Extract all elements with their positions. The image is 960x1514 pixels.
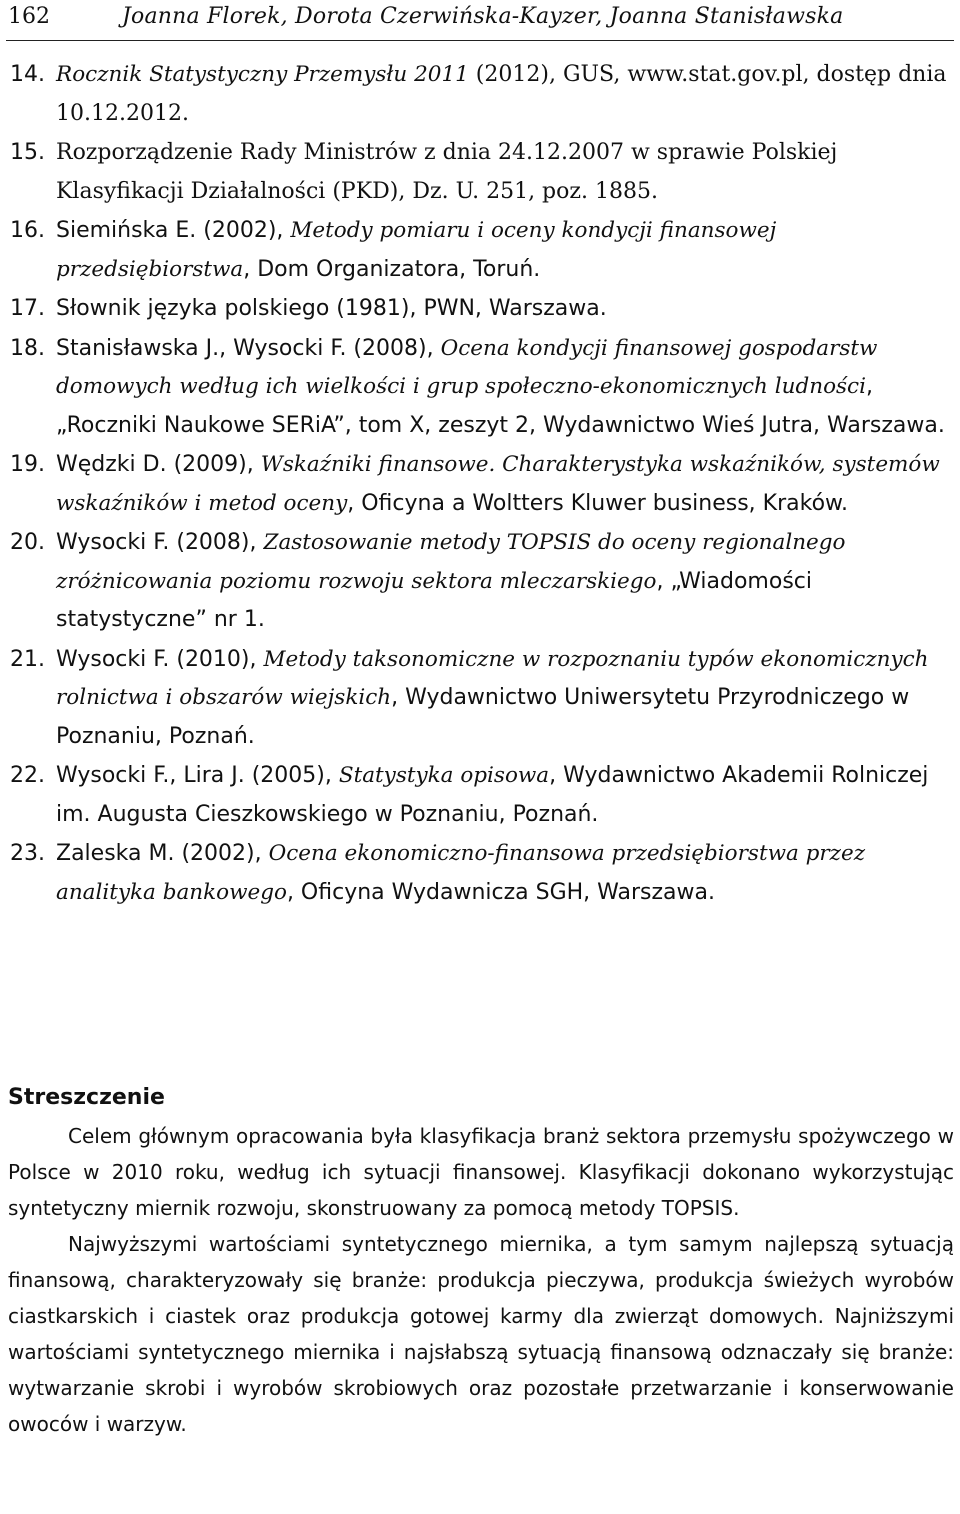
reference-number: 22. [10, 763, 45, 788]
summary-paragraph: Celem głównym opracowania była klasyfikacja branż sektora przemysłu spożywczego w Polsce w 2010 roku, według ich sytuacji finansowej. Klasyfikacji dokonano wykorzystując syntetyczny miernik rozwoju, skonstruowany za pomocą metody TOPSIS. [8, 1124, 954, 1220]
reference-segment: , Oficyna Wydawnicza SGH, Warszawa. [286, 879, 716, 905]
page-number: 162 [8, 4, 50, 29]
reference-segment: Zaleska M. (2002), [56, 841, 269, 866]
reference-text [56, 530, 846, 632]
reference-number: 15. [10, 140, 45, 165]
reference-item [10, 641, 955, 757]
reference-text [56, 841, 865, 905]
reference-segment: , Oficyna a Woltters Kluwer business, Kraków. [347, 490, 848, 516]
reference-text [56, 218, 776, 282]
reference-title: Zastosowanie metody TOPSIS do oceny regionalnego zróżnicowania poziomu rozwoju sektora mleczarskiego [56, 530, 846, 594]
summary-heading: Streszczenie [8, 1085, 165, 1110]
reference-item [10, 290, 955, 329]
reference-item [10, 524, 955, 640]
reference-segment: , „Wiadomości statystyczne” nr 1. [56, 568, 812, 632]
reference-segment: Rozporządzenie Rady Ministrów z dnia 24.12.2007 w sprawie Polskiej Klasyfikacji Działalności (PKD), Dz. U. 251, poz. 1885. [56, 140, 838, 204]
reference-text [56, 763, 928, 827]
reference-segment: , „Roczniki Naukowe SERiA”, tom X, zeszyt 2, Wydawnictwo Wieś Jutra, Warszawa. [56, 374, 945, 438]
summary-section [8, 1080, 954, 1442]
reference-item [10, 330, 955, 446]
summary-paragraph: Najwyższymi wartościami syntetycznego miernika, a tym samym najlepszą sytuacją finansową, charakteryzowały się branże: produkcja pieczywa, produkcja świeżych wyrobów ciastkarskich i ciastek oraz produkcja gotowej karmy dla zwierząt domowych. Najniższymi wartościami syntetycznego miernika i najsłabszą sytuacją finansową odznaczały się branże: wytwarzanie skrobi i wyrobów skrobiowych oraz pozostałe przetwarzanie i konserwowanie owoców i warzyw. [8, 1232, 954, 1436]
reference-text [56, 62, 947, 126]
reference-item [10, 835, 955, 912]
reference-number: 21. [10, 646, 45, 672]
reference-segment: , Wydawnictwo Uniwersytetu Przyrodniczego w Poznaniu, Poznań. [56, 685, 910, 749]
reference-number: 19. [10, 452, 45, 477]
reference-text [56, 452, 940, 516]
running-header [6, 4, 954, 41]
reference-segment: Wysocki F., Lira J. (2005), [56, 763, 339, 788]
reference-title: Ocena kondycji finansowej gospodarstw domowych według ich wielkości i grup społeczno-ekonomicznych ludności [56, 335, 878, 399]
reference-segment: Wędzki D. (2009), [56, 452, 261, 477]
reference-item [10, 757, 955, 834]
reference-number: 17. [10, 296, 45, 321]
reference-segment: (2012), GUS, www.stat.gov.pl, dostęp dnia 10.12.2012. [56, 62, 947, 126]
running-header-authors: Joanna Florek, Dorota Czerwińska-Kayzer, Joanna Stanisławska [122, 4, 844, 29]
reference-segment: , Wydawnictwo Akademii Rolniczej im. Augusta Cieszkowskiego w Poznaniu, Poznań. [56, 763, 929, 827]
reference-title: Metody taksonomiczne w rozpoznaniu typów ekonomicznych rolnictwa i obszarów wiejskich [56, 646, 929, 710]
reference-text [56, 140, 837, 204]
reference-number: 20. [10, 530, 45, 555]
reference-title: Statystyka opisowa [338, 763, 550, 788]
reference-segment: Wysocki F. (2008), [56, 530, 264, 555]
reference-title: Wskaźniki finansowe. Charakterystyka wskaźników, systemów wskaźników i metod oceny [56, 452, 940, 516]
reference-number: 23. [10, 841, 45, 866]
reference-item [10, 212, 955, 289]
reference-text [56, 647, 928, 749]
reference-segment: Siemińska E. (2002), [56, 218, 291, 243]
reference-number: 18. [10, 335, 45, 361]
reference-text [56, 296, 607, 321]
reference-text [56, 336, 945, 438]
reference-title: Rocznik Statystyczny Przemysłu 2011 [56, 62, 469, 87]
reference-title: Ocena ekonomiczno-finansowa przedsiębiorstwa przez analityka bankowego [56, 841, 866, 905]
reference-item [10, 446, 955, 523]
reference-segment: , Dom Organizatora, Toruń. [243, 256, 541, 282]
reference-title: Metody pomiaru i oceny kondycji finansowej przedsiębiorstwa [56, 218, 777, 282]
reference-list [10, 56, 955, 913]
reference-number: 14. [10, 62, 45, 87]
reference-segment: Stanisławska J., Wysocki F. (2008), [56, 335, 441, 361]
reference-item [10, 134, 955, 211]
reference-number: 16. [10, 218, 45, 243]
reference-item [10, 56, 955, 133]
reference-segment: Wysocki F. (2010), [56, 646, 264, 672]
reference-segment: Słownik języka polskiego (1981), PWN, Warszawa. [56, 296, 607, 321]
